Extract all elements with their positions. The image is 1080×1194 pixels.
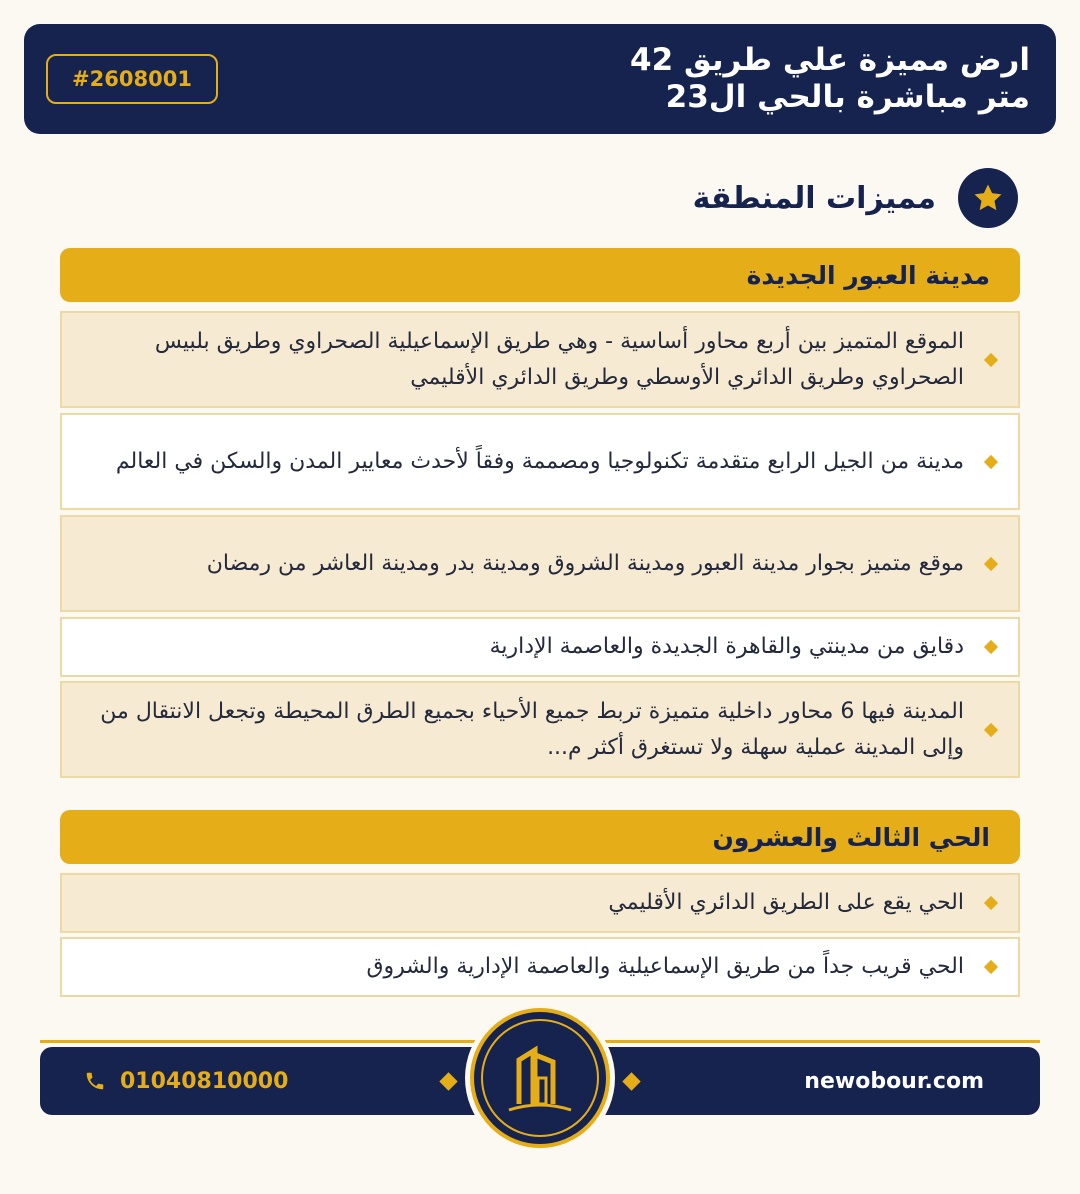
list-item: [60, 617, 1020, 677]
group-title-district-23: الحي الثالث والعشرون: [60, 810, 1020, 864]
diamond-ornament-icon: [622, 1072, 640, 1090]
group-title-obour: مدينة العبور الجديدة: [60, 248, 1020, 302]
diamond-bullet-icon: [984, 896, 998, 910]
list-item: [60, 681, 1020, 778]
phone-contact[interactable]: [84, 1047, 288, 1115]
diamond-bullet-icon: [984, 640, 998, 654]
list-item-text: موقع متميز بجوار مدينة العبور ومدينة الشروق ومدينة بدر ومدينة العاشر من رمضان: [206, 550, 964, 576]
logo-ring: [481, 1019, 599, 1137]
diamond-bullet-icon: [984, 352, 998, 366]
building-logo: [470, 1008, 610, 1148]
diamond-bullet-icon: [984, 960, 998, 974]
list-item: [60, 515, 1020, 612]
phone-icon: [84, 1070, 106, 1092]
listing-title-line2: متر مباشرة بالحي ال23: [665, 79, 1030, 115]
list-item-text: الموقع المتميز بين أربع محاور أساسية - وهي طريق الإسماعيلية الصحراوي وطريق بلبيس الصحراوي وطريق الدائري الأوسطي وطريق الدائري الأقليمي: [154, 328, 964, 390]
list-item-text: دقايق من مدينتي والقاهرة الجديدة والعاصمة الإدارية: [489, 634, 964, 659]
list-item: [60, 937, 1020, 997]
diamond-bullet-icon: [984, 556, 998, 570]
listing-title: [410, 42, 1030, 116]
list-item: [60, 873, 1020, 933]
list-item-text: مدينة من الجيل الرابع متقدمة تكنولوجيا ومصممة وفقاً لأحدث معايير المدن والسكن في العالم: [115, 448, 964, 474]
building-logo-icon: [505, 1038, 575, 1118]
list-item-text: المدينة فيها 6 محاور داخلية متميزة تربط جميع الأحياء بجميع الطرق المحيطة وتجعل الانتقال من وإلى المدينة عملية سهلة ولا تستغرق أكثر م...: [100, 698, 964, 760]
diamond-bullet-icon: [984, 722, 998, 736]
list-item: [60, 311, 1020, 408]
header-banner: [24, 24, 1056, 134]
website-link[interactable]: newobour.com: [804, 1068, 984, 1094]
listing-title-line1: ارض مميزة علي طريق 42: [630, 42, 1030, 78]
diamond-ornament-icon: [439, 1072, 457, 1090]
phone-number: 01040810000: [120, 1068, 289, 1094]
star-icon: [958, 168, 1018, 228]
list-item-text: الحي يقع على الطريق الدائري الأقليمي: [608, 890, 964, 915]
diamond-bullet-icon: [984, 454, 998, 468]
list-item-text: الحي قريب جداً من طريق الإسماعيلية والعاصمة الإدارية والشروق: [366, 954, 964, 979]
list-item: [60, 413, 1020, 510]
listing-code-badge: #2608001: [46, 54, 218, 104]
section-title: مميزات المنطقة: [692, 180, 936, 216]
section-heading: [693, 166, 1018, 230]
